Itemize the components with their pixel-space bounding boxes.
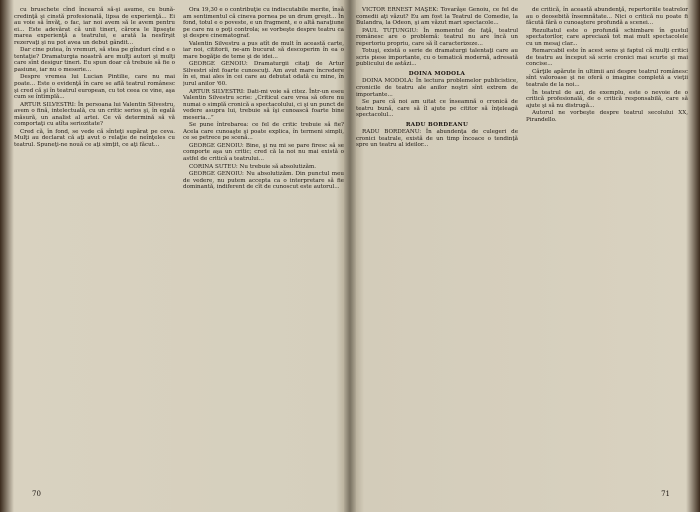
paragraph: cu bruschete cînd încearcă să-şi asume, cu bună-credinţă şi cinstă profesională, lipsa de experienţă... Ei au voie să învăţ, o fac, iar noi avem să le avem pentru ei... Este adevărat că unii tineri, cărora le lipseşte marea experienţă a teatrului, e arată la nesfîrşit rezervaţi şi nu pot avea un debut gândit... <box>14 7 175 46</box>
paragraph: GEORGE GENOIU: Bine, şi nu mi se pare firesc să se comporte aşa un critic; cred că la noi nu mai există o astfel de critică a teatrului... <box>183 142 344 163</box>
paragraph: Remarcabil este în acest sens şi faptul că mulţi critici de teatru au început să scrie cronici mai scurte şi mai concise... <box>526 48 688 68</box>
section-heading: RADU BORDEANU <box>405 121 469 128</box>
left-page <box>14 4 344 504</box>
paragraph: Autorul ne vorbeşte despre teatrul secolului XX, Pirandello. <box>526 110 688 123</box>
right-page-column-1 <box>356 6 518 476</box>
book-gutter <box>344 0 356 512</box>
paragraph: Rezultatul este o profundă schimbare în gustul spectatorilor, care apreciază tot mai mult spectacolele cu un mesaj clar... <box>526 27 688 47</box>
paragraph: Se pare că noi am uitat ce înseamnă o cronică de teatru bună, care să îl ajute pe cititor să înţeleagă spectacolul... <box>356 99 518 119</box>
paragraph: VICTOR ERNEST MAŞEK: Tovarăşe Genoiu, ce fel de comedii aţi văzut? Eu am fost la Teatrul de Comedie, la Bulandra, la Odeon, şi am văzut mari spectacole... <box>356 7 518 27</box>
paragraph: Dar cine putea, în vremuri, să stea pe gînduri cînd e o tentaţie? Dramaturgia noastră are mulţi autori şi mulţi care sînt desigur tineri. Eu spun doar că trebuie să fie o pasiune, iar nu o meserie... <box>14 47 175 73</box>
paragraph: DOINA MODOLA: În lectura problemelor publicistice, cronicile de teatru ale anilor noştri sînt extrem de importante... <box>356 78 518 98</box>
paragraph: ARTUR SILVESTRI: Dati-mi voie să citez. Într-un eseu Valentin Silvestru scrie: „Criticul care vrea să ofere nu numai o simplă cronică a spectacolului, ci şi un punct de vedere asupra lui, trebuie să îşi cunoască foarte bine meseria...” <box>183 88 344 121</box>
paragraph: GEORGE GENOIU: Dramaturgii citaţi de Artur Silvestri sînt foarte cunoscuţi. Am avut mare încredere în ei, mai ales în cei care au debutat odată cu mine, în jurul anilor '60. <box>183 61 344 88</box>
paragraph: Cărţile apărute în ultimii ani despre teatrul românesc sînt valoroase şi ne oferă o imagine completă a vieţii teatrale de la noi... <box>526 68 688 89</box>
paragraph: Ora 19,30 e o contribuţie cu indiscutabile merite, însă am sentimentul că cineva pornea pe un drum greşit... În fond, totul e o poveste, e un fragment, e o altă naraţiune pe care nu o poţi controla; se vorbeşte despre teatru ca şi despre cinematograf. <box>183 7 344 40</box>
page-number-right: 71 <box>661 490 670 498</box>
paragraph: Se pune întrebarea: ce fel de critic trebuie să fie? Acela care cunoaşte şi poate explica, în termeni simpli, ce se petrece pe scenă... <box>183 122 344 142</box>
right-page <box>356 4 688 504</box>
paragraph: PAUL TUŢUNGIU: În momentul de faţă, teatrul românesc are o problemă: teatrul nu are încă un repertoriu propriu, care să îl caracterizeze... <box>356 27 518 47</box>
paragraph: GEORGE GENOIU: Nu absolutizăm. Din punctul meu de vedere, nu putem accepta ca o interpretare să fie dominantă, indiferent de cît de cunoscut este autorul... <box>183 171 344 191</box>
page-number-left: 70 <box>32 490 41 498</box>
paragraph: RADU BORDEANU: În abundenţa de culegeri de cronici teatrale, există de un timp încoace o tendinţă spre un teatru al ideilor... <box>356 129 518 149</box>
paragraph: Totuşi, există o serie de dramaturgi talentaţi care au scris piese importante, cu o tematică modernă, adresată publicului de astăzi... <box>356 48 518 68</box>
right-page-column-2 <box>526 6 688 476</box>
paragraph: Despre vremea lui Lucian Pintilie, care nu mai poate... Este o evidenţă în care se află teatrul românesc şi cred că şi în teatrul european, cu tot ceea ce vine, aşa cum se întîmplă... <box>14 74 175 101</box>
paragraph: Valentin Silvestru a pus atît de mult în această carte, iar noi, cititorii, ne-am bucurat să descoperim în ea o mare bogăţie de teme şi de idei... <box>183 40 344 60</box>
paragraph: CORINA SUTEU: Nu trebuie să absolutizăm. <box>189 163 317 170</box>
paragraph: Cred că, în fond, se vede că sînteţi supărat pe ceva. Mulţi au declarat că aţi avut o relaţie de neînţeles cu teatrul. Spuneţi-ne nouă ce aţi simţit, ce aţi făcut... <box>14 128 175 148</box>
left-page-column-1 <box>14 6 175 476</box>
paragraph: În teatrul de azi, de exemplu, este o nevoie de o critică profesională, de o critică responsabilă, care să ajute şi să nu distrugă... <box>526 89 688 109</box>
left-page-column-2 <box>183 6 344 476</box>
section-heading: DOINA MODOLA <box>408 70 466 77</box>
paragraph: ARTUR SILVESTRI: În persoana lui Valentin Silvestru, avem o fină, intelectuală, cu un critic serios şi, în egală măsură, un analist al artei. Ce vă determină să vă comportaţi cu atîta seriozitate? <box>14 101 175 128</box>
paragraph: de critică, în această abundenţă, repertoriile teatrelor au o deosebită însemnătate... Nici o critică nu poate fi făcută fără o cunoaştere profundă a scenei... <box>526 7 688 27</box>
